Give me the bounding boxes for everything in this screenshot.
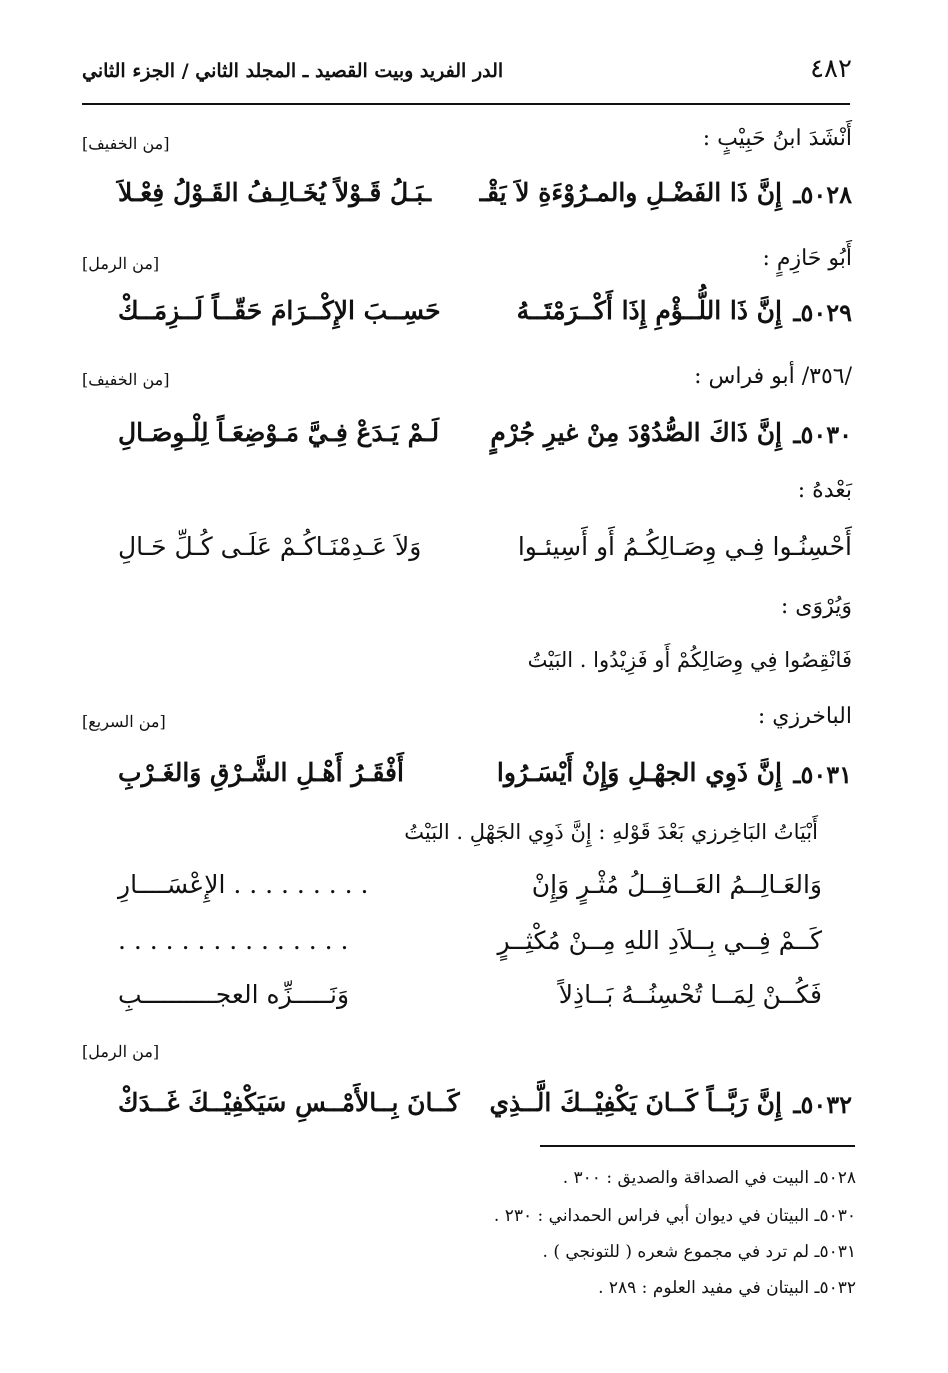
verse-row	[92, 296, 852, 336]
verse-row	[92, 870, 852, 910]
verse-first-hemistich: إِنَّ رَبَّــاً كَــانَ يَكْفِيْــكَ الَّــذِي	[489, 1088, 782, 1117]
verse-second-hemistich: ـبَـلُ قَـوْلاً يُخَـالِـفُ القَـوْلُ فِعْـلاَ	[118, 178, 432, 207]
verse-second-hemistich: وَلاَ عَـدِمْنَـاكُـمْ عَلَـى كُـلِّ حَـالِ	[118, 532, 422, 561]
variant-line: فَانْقِصُوا فِي وِصَالِكُمْ أَو فَزِيْدُوا . البَيْتُ	[527, 648, 852, 672]
entry-intro: أَنْشَدَ ابنُ حَبِيْبٍ :	[702, 126, 852, 151]
variant-label: وَيُرْوَى :	[780, 594, 852, 619]
meter-label: [من السريع]	[82, 712, 166, 731]
meter-label: [من الخفيف]	[82, 134, 170, 153]
verse-number: ٥٠٢٨ـ	[793, 180, 852, 209]
verse-row	[92, 418, 852, 458]
verse-first-hemistich: وَالعَـالِــمُ العَــاقِــلُ مُثْـرٍ وَإِنْ	[531, 870, 822, 899]
meter-label: [من الرمل]	[82, 254, 160, 273]
verse-first-hemistich: إِنَّ ذَوِي الجهْـلِ وَإِنْ أَيْسَـرُوا	[496, 758, 782, 787]
verse-row	[92, 980, 852, 1020]
footnote: ٥٠٣٠ـ البيتان في ديوان أبي فراس الحمداني : ٢٣٠ .	[493, 1206, 856, 1226]
verse-second-hemistich: كَــانَ بِــالأَمْــسِ سَيَكْفِيْــكَ غَــدَكْ	[118, 1088, 460, 1117]
verse-first-hemistich: إِنَّ ذَا الفَضْـلِ والمـرُوْءَةِ لاَ يَقْـ	[479, 178, 782, 207]
verse-row	[92, 926, 852, 966]
verse-number: ٥٠٣٢ـ	[793, 1090, 852, 1119]
verse-first-hemistich: إِنَّ ذَا اللُّــؤْمِ إِذَا أَكْــرَمْتَــهُ	[516, 296, 782, 325]
footnote: ٥٠٣١ـ لم ترد في مجموع شعره ( للتونجي ) .	[542, 1242, 856, 1262]
verse-number: ٥٠٣٠ـ	[793, 420, 852, 449]
verse-row	[92, 178, 852, 218]
footnote: ٥٠٣٢ـ البيتان في مفيد العلوم : ٢٨٩ .	[598, 1278, 856, 1298]
running-title: الدر الفريد وبيت القصيد ـ المجلد الثاني / الجزء الثاني	[82, 60, 504, 82]
verse-number: ٥٠٣١ـ	[793, 760, 852, 789]
verse-first-hemistich: أَحْسِنُـوا فِـي وِصَـالِكُـمُ أَو أَسِيئـوا	[517, 532, 852, 561]
page-number: ٤٨٢	[810, 54, 852, 84]
verse-row	[92, 1088, 852, 1128]
header-divider	[82, 103, 850, 105]
meter-label: [من الرمل]	[82, 1042, 160, 1061]
verse-second-hemistich: . . . . . . . . . . . . . . .	[118, 926, 349, 955]
verse-row	[92, 532, 852, 572]
entry-intro: /٣٥٦/ أبو فراس :	[694, 364, 852, 389]
entry-intro: أَبُو حَازِمٍ :	[762, 246, 852, 271]
verse-first-hemistich: فَكُــنْ لِمَــا تُحْسِنُــهُ بَــاذِلاً	[558, 980, 822, 1009]
note-line: أَبْيَاتُ البَاخِرزي بَعْدَ قَوْلهِ : إِنَّ ذَوِي الجَهْلِ . البَيْتُ	[404, 820, 818, 844]
footnote: ٥٠٢٨ـ البيت في الصداقة والصديق : ٣٠٠ .	[562, 1168, 856, 1188]
verse-second-hemistich: وَنَـــــزِّه العجــــــــــبِ	[118, 980, 350, 1009]
verse-number: ٥٠٢٩ـ	[793, 298, 852, 327]
meter-label: [من الخفيف]	[82, 370, 170, 389]
after-label: بَعْدهُ :	[797, 478, 852, 503]
footnote-divider	[540, 1145, 855, 1147]
verse-row	[92, 758, 852, 798]
verse-first-hemistich: كَــمْ فِــي بِــلاَدِ اللهِ مِــنْ مُكْثِــرٍ	[497, 926, 822, 955]
verse-first-hemistich: إِنَّ ذَاكَ الصُّدُوْدَ مِنْ غيرِ جُرْمٍ	[490, 418, 782, 447]
verse-second-hemistich: لَـمْ يَـدَعْ فِـيَّ مَـوْضِعَـاً لِلْـوِصَـالِ	[118, 418, 440, 447]
entry-intro: الباخرزي :	[757, 704, 852, 729]
verse-second-hemistich: . . . . . . . . . الإِعْسَــــارِ	[118, 870, 369, 899]
verse-second-hemistich: أَفْقَـرُ أَهْـلِ الشَّـرْقِ وَالغَـرْبِ	[118, 758, 404, 787]
verse-second-hemistich: حَسِــبَ الإِكْــرَامَ حَقّــاً لَــزِمَــكْ	[118, 296, 441, 325]
